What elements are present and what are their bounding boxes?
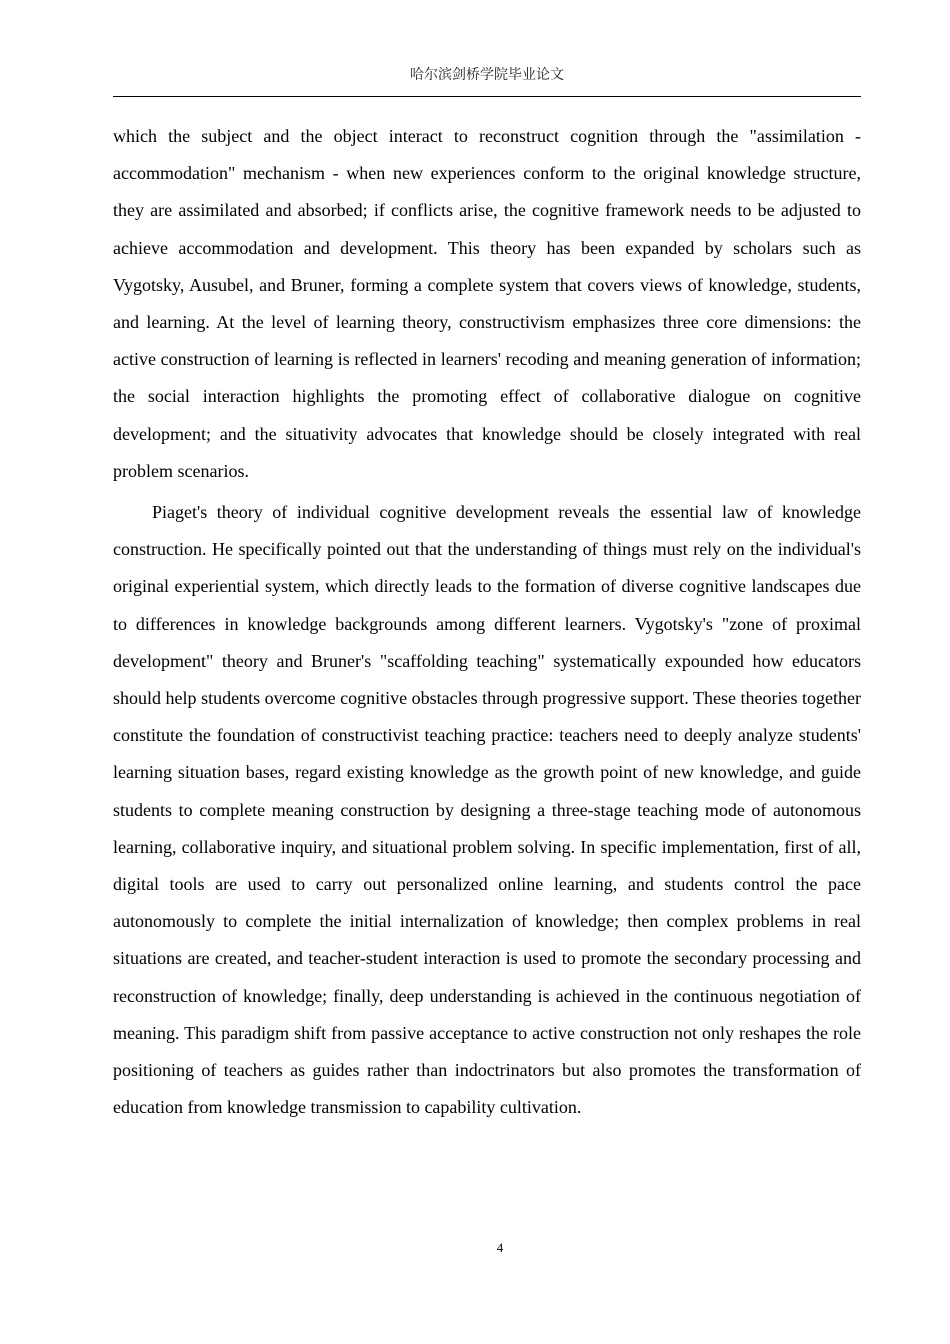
body-text [113,118,861,1130]
paragraph-continuation: which the subject and the object interact to reconstruct cognition through the "assimilation - accommodation" mechanism - when new experiences conform to the original knowledge structure, they are assimilated and absorbed; if conflicts arise, the cognitive framework needs to be adjusted to achieve accommodation and development. This theory has been expanded by scholars such as Vygotsky, Ausubel, and Bruner, forming a complete system that covers views of knowledge, students, and learning. At the level of learning theory, constructivism emphasizes three core dimensions: the active construction of learning is reflected in learners' recoding and meaning generation of information; the social interaction highlights the promoting effect of collaborative dialogue on cognitive development; and the situativity advocates that knowledge should be closely integrated with real problem scenarios. [113,126,861,481]
header-divider [113,96,861,97]
paragraph-piaget-theory: Piaget's theory of individual cognitive development reveals the essential law of knowledge construction. He specifically pointed out that the understanding of things must rely on the individual's original experiential system, which directly leads to the formation of diverse cognitive landscapes due to differences in knowledge backgrounds among different learners. Vygotsky's "zone of proximal development" theory and Bruner's "scaffolding teaching" systematically expounded how educators should help students overcome cognitive obstacles through progressive support. These theories together constitute the foundation of constructivist teaching practice: teachers need to deeply analyze students' learning situation bases, regard existing knowledge as the growth point of new knowledge, and guide students to complete meaning construction by designing a three-stage teaching mode of autonomous learning, collaborative inquiry, and situational problem solving. In specific implementation, first of all, digital tools are used to carry out personalized online learning, and students control the pace autonomously to complete the initial internalization of knowledge; then complex problems in real situations are created, and teacher-student interaction is used to promote the secondary processing and reconstruction of knowledge; finally, deep understanding is achieved in the continuous negotiation of meaning. This paradigm shift from passive acceptance to active construction not only reshapes the role positioning of teachers as guides rather than indoctrinators but also promotes the transformation of education from knowledge transmission to capability cultivation. [113,502,861,1118]
running-header: 哈尔滨剑桥学院毕业论文 [410,68,564,83]
page-number: 4 [496,1240,504,1255]
